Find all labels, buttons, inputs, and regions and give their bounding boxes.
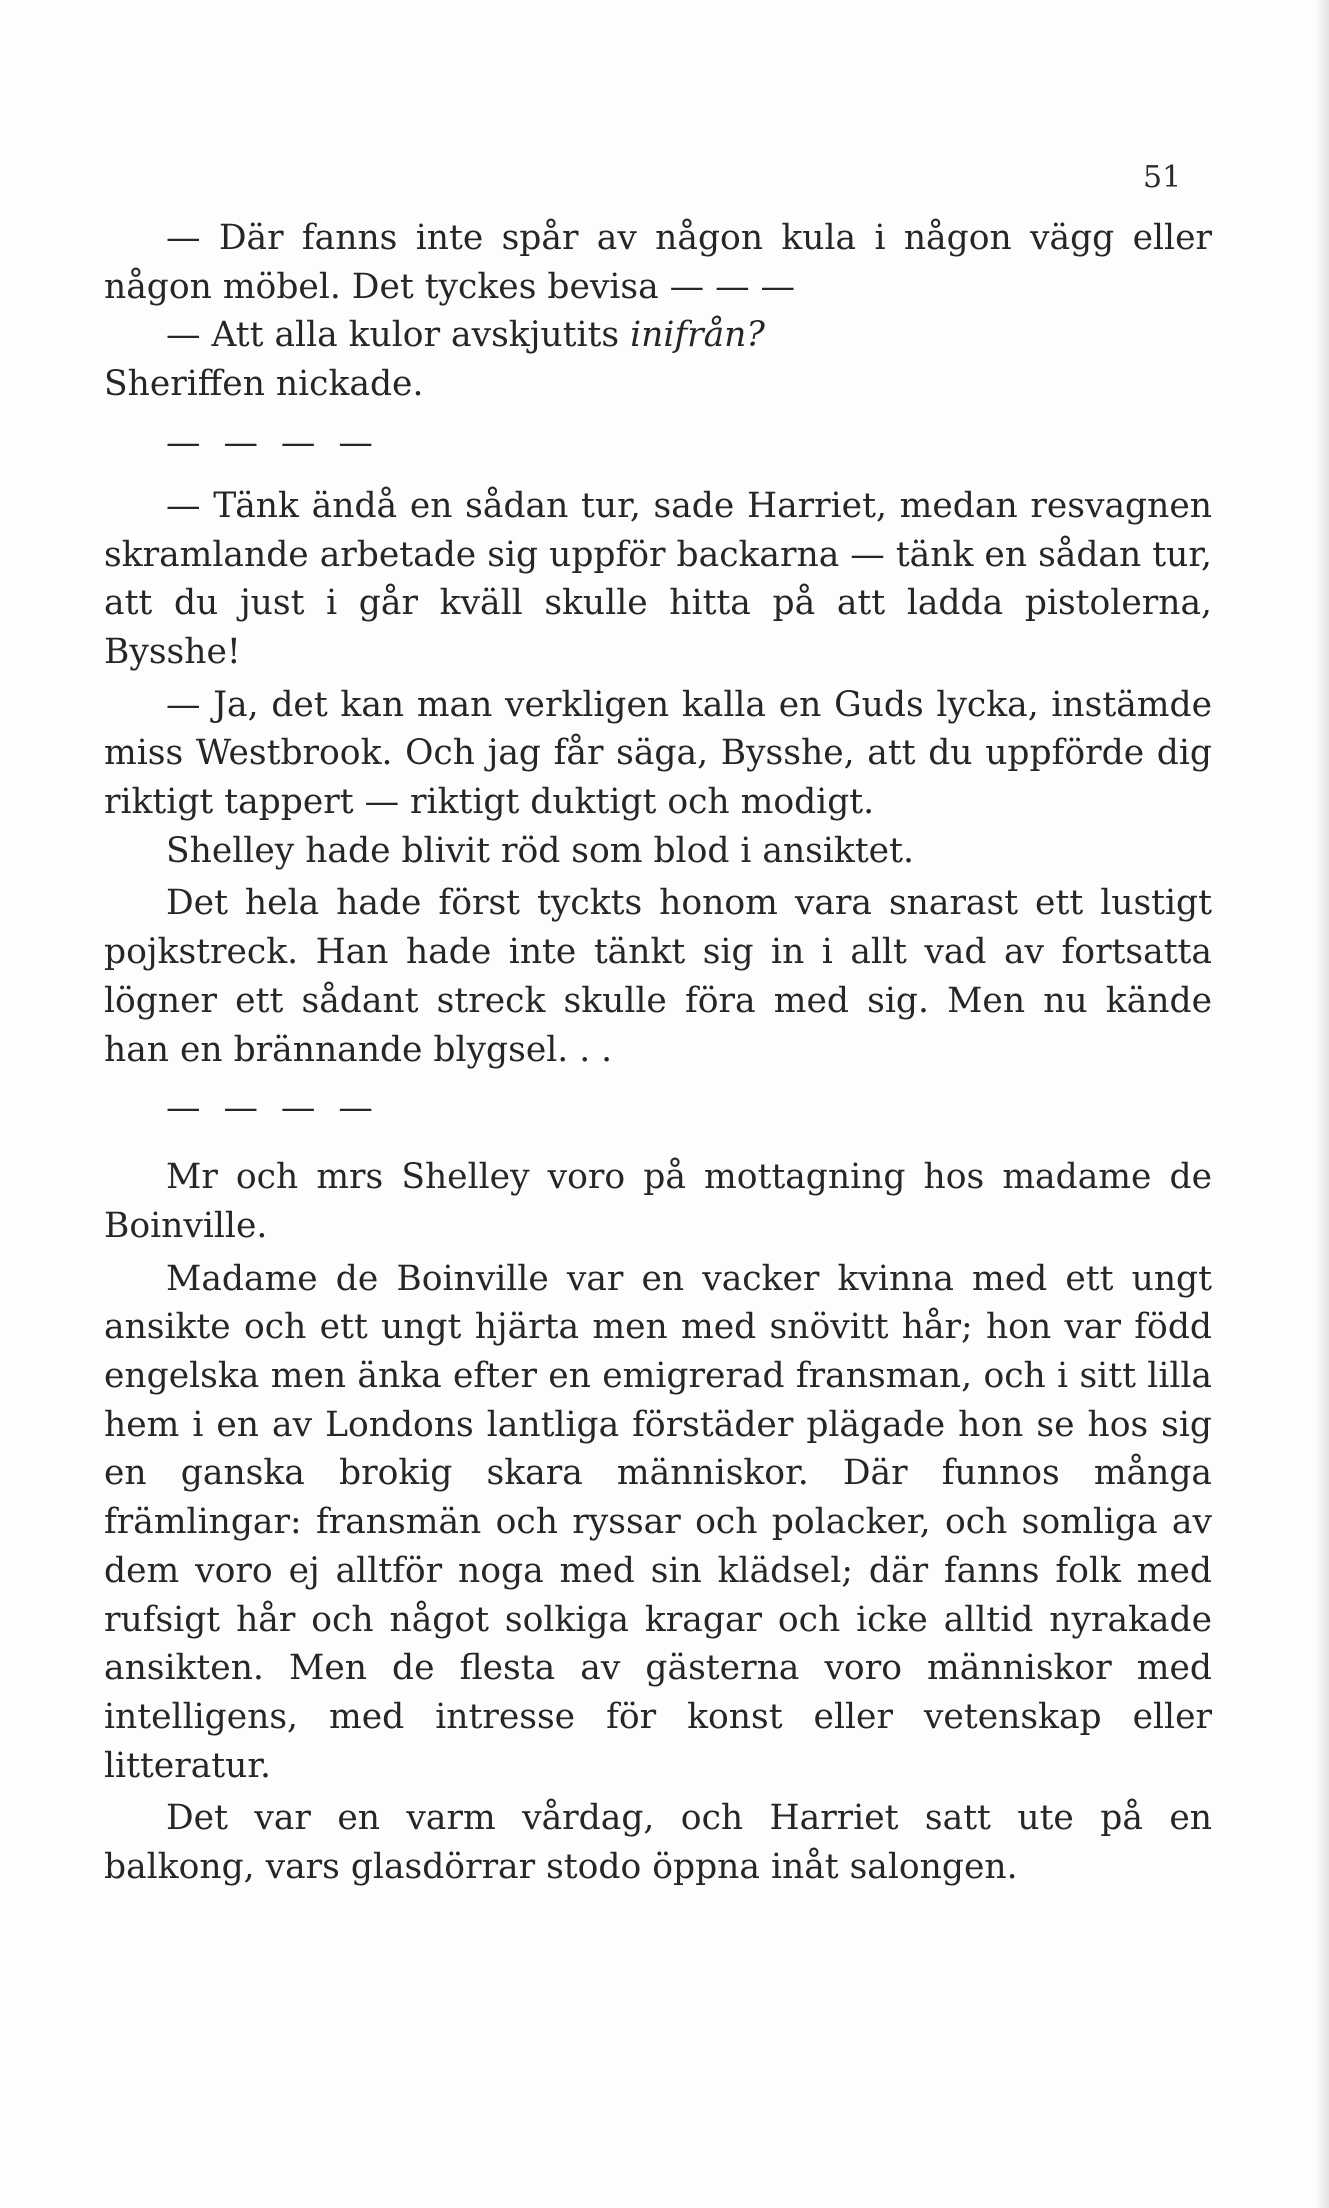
paragraph [104,1255,1212,1791]
page-number: 51 [1143,160,1182,195]
paragraph-text: — Ja, det kan man verkligen kalla en Guds lycka, instämde miss Westbrook. Och jag får säga, Bysshe, att du uppförde dig riktigt tappert — riktigt duktigt och modigt. [104,684,1212,823]
paragraph [104,879,1212,1074]
paragraph-text: Madame de Boinville var en vacker kvinna med ett ungt ansikte och ett ungt hjärta men med snövitt hår; hon var född engelska men änka efter en emigrerad fransman, och i sitt lilla hem i en av Londons lantliga förstäder plägade hon se hos sig en ganska brokig skara människor. Där funnos många främlingar: fransmän och ryssar och polacker, och somliga av dem voro ej alltför noga med sin klädsel; där fanns folk med rufsigt hår och något solkiga kragar och icke alltid nyrakade ansikten. Men de flesta av gästerna voro människor med intelligens, med intresse för konst eller vetenskap eller litteratur. [104,1258,1212,1786]
emphasized-word: inifrån? [630,315,765,356]
body-text [104,214,1212,1892]
paragraph-text: Det var en varm vårdag, och Harriet satt ute på en balkong, vars glasdörrar stodo öppna inåt salongen. [104,1798,1212,1888]
paragraph-text: — Där fanns inte spår av någon kula i någon vägg eller någon möbel. Det tyckes bevisa — — — [104,218,1212,307]
section-break [104,409,1212,482]
paragraph [104,1794,1212,1891]
section-break-dashes: — — — — [166,422,379,463]
paragraph-text: Det hela hade först tyckts honom vara snarast ett lustigt pojkstreck. Han hade inte tänkt sig in i allt vad av fortsatta lögner ett sådant streck skulle föra med sig. Men nu kände han en brännande blygsel. . . [104,883,1212,1070]
paragraph [104,360,1212,409]
paragraph-text: Mr och mrs Shelley voro på mottagning hos madame de Boinville. [104,1157,1212,1246]
paragraph [104,827,1212,876]
paragraph [104,1153,1212,1250]
section-break-dashes: — — — — [166,1088,379,1129]
paragraph [104,214,1212,311]
paragraph [104,681,1212,827]
paragraph-text: — Att alla kulor avskjutits [166,315,631,356]
paragraph [104,311,1212,360]
paragraph-text: Sheriffen nickade. [104,364,424,405]
paragraph [104,482,1212,677]
paragraph-text: Shelley hade blivit röd som blod i ansiktet. [166,830,914,871]
section-break [104,1074,1212,1147]
page-edge-shadow [1315,0,1329,2208]
paragraph-text: — Tänk ändå en sådan tur, sade Harriet, medan resvagnen skramlande arbetade sig uppför backarna — tänk en sådan tur, att du just i går kväll skulle hitta på att ladda pistolerna, Bysshe! [104,485,1212,672]
